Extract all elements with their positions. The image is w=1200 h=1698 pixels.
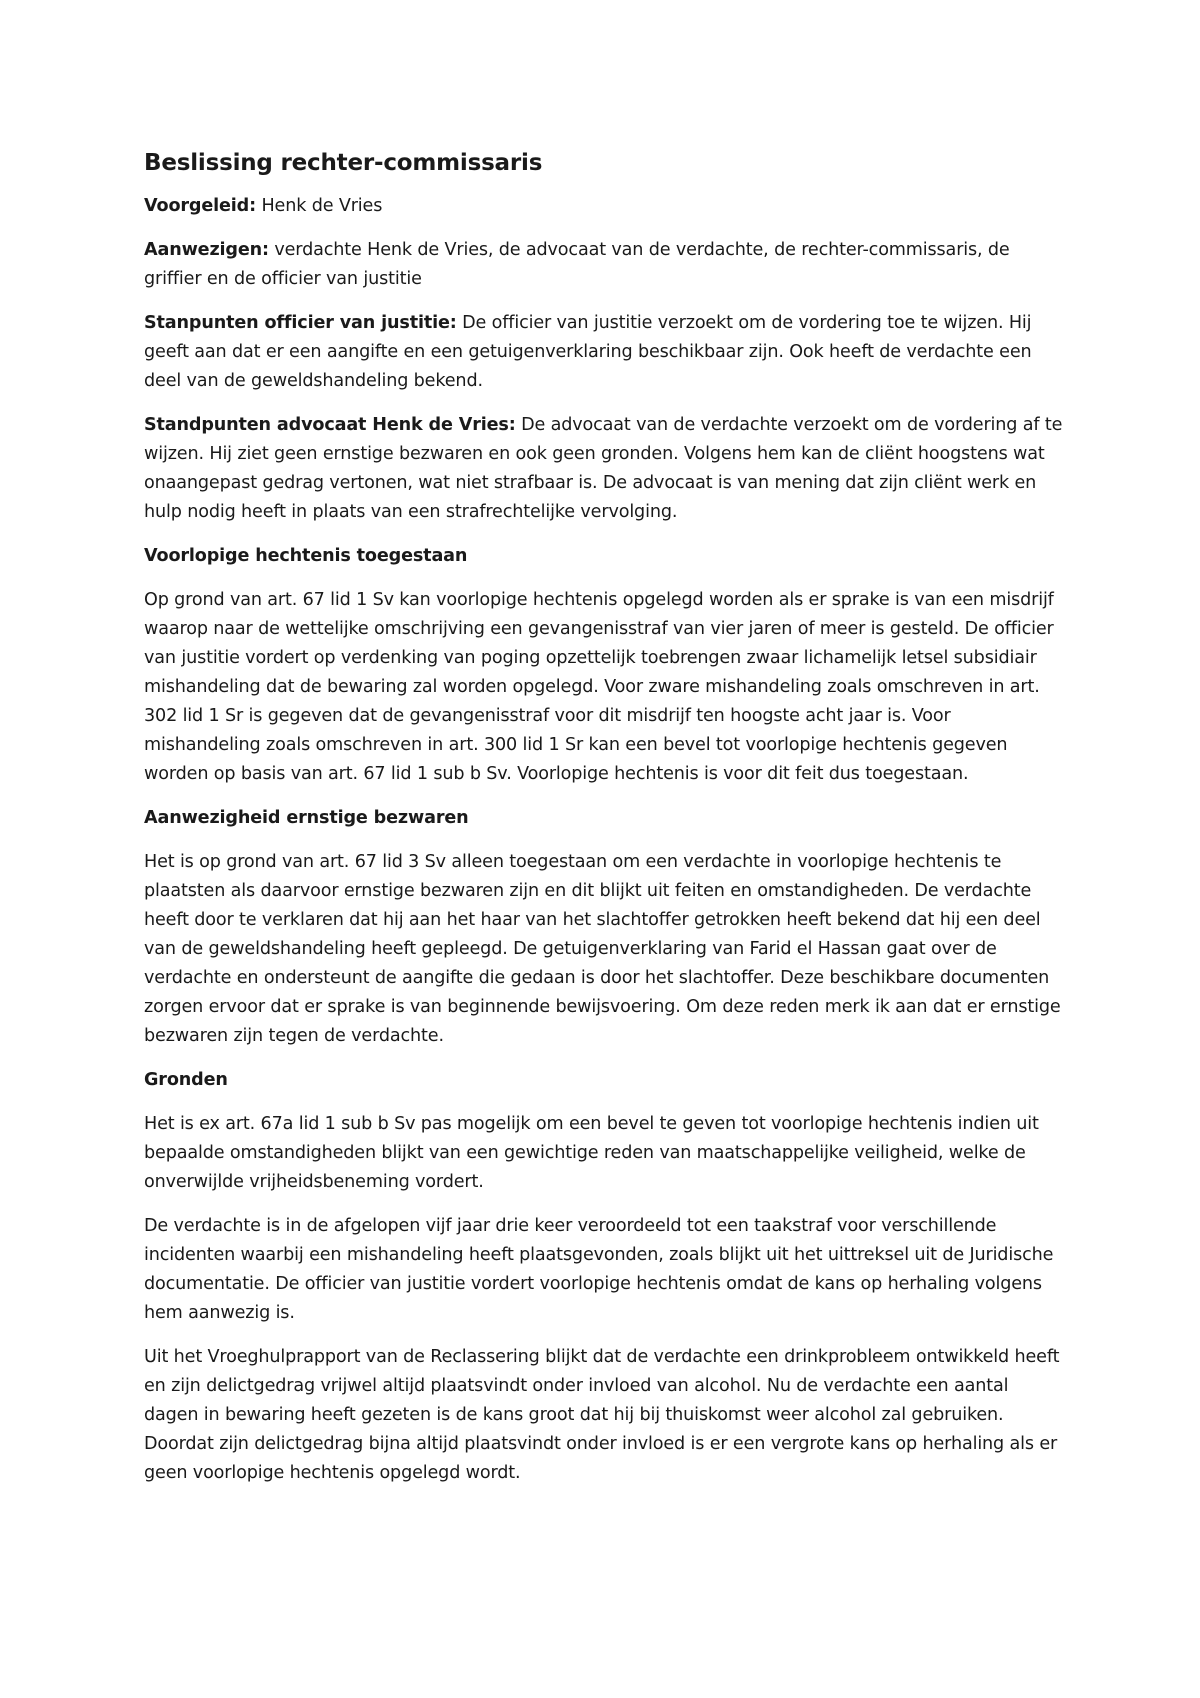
voorgeleid-paragraph: [144, 192, 1066, 221]
section-heading-ernstige-bezwaren: Aanwezigheid ernstige bezwaren: [144, 808, 469, 828]
voorgeleid-text: Henk de Vries: [256, 196, 383, 216]
standpunten-advocaat-text: De advocaat van de verdachte verzoekt om de vordering af te wijzen. Hij ziet geen ernstige bezwaren en ook geen gronden. Volgens hem kan de cliënt hoogstens wat onaangepast gedrag vertonen, wat niet strafbaar is. De advocaat is van mening dat zijn cliënt werk en hulp nodig heeft in plaats van een strafrechtelijke vervolging.: [144, 415, 1063, 522]
document-title: Beslissing rechter-commissaris: [144, 150, 543, 176]
voorgeleid-label: Voorgeleid:: [144, 196, 257, 216]
aanwezigen-text: verdachte Henk de Vries, de advocaat van de verdachte, de rechter-commissaris, de griffier en de officier van justitie: [144, 240, 1010, 289]
section-paragraph: Op grond van art. 67 lid 1 Sv kan voorlopige hechtenis opgelegd worden als er sprake is van een misdrijf waarop naar de wettelijke omschrijving een gevangenisstraf van vier jaren of meer is gesteld. De officier van justitie vordert op verdenking van poging opzettelijk toebrengen zwaar lichamelijk letsel subsidiair mishandeling dat de bewaring zal worden opgelegd. Voor zware mishandeling zoals omschreven in art. 302 lid 1 Sr is gegeven dat de gevangenisstraf voor dit misdrijf ten hoogste acht jaar is. Voor mishandeling zoals omschreven in art. 300 lid 1 Sr kan een bevel tot voorlopige hechtenis gegeven worden op basis van art. 67 lid 1 sub b Sv. Voorlopige hechtenis is voor dit feit dus toegestaan.: [144, 590, 1054, 784]
aanwezigen-label: Aanwezigen:: [144, 240, 269, 260]
standpunten-ovj-paragraph: [144, 309, 1066, 396]
section-paragraph: Het is op grond van art. 67 lid 3 Sv alleen toegestaan om een verdachte in voorlopige hechtenis te plaatsten als daarvoor ernstige bezwaren zijn en dit blijkt uit feiten en omstandigheden. De verdachte heeft door te verklaren dat hij aan het haar van het slachtoffer getrokken heeft bekend dat hij een deel van de geweldshandeling heeft gepleegd. De getuigenverklaring van Farid el Hassan gaat over de verdachte en ondersteunt de aangifte die gedaan is door het slachtoffer. Deze beschikbare documenten zorgen ervoor dat er sprake is van beginnende bewijsvoering. Om deze reden merk ik aan dat er ernstige bezwaren zijn tegen de verdachte.: [144, 852, 1061, 1046]
standpunten-advocaat-label: Standpunten advocaat Henk de Vries:: [144, 415, 516, 435]
section-paragraph: De verdachte is in de afgelopen vijf jaar drie keer veroordeeld tot een taakstraf voor verschillende incidenten waarbij een mishandeling heeft plaatsgevonden, zoals blijkt uit het uittreksel uit de Juridische documentatie. De officier van justitie vordert voorlopige hechtenis omdat de kans op herhaling volgens hem aanwezig is.: [144, 1216, 1054, 1323]
standpunten-ovj-text: De officier van justitie verzoekt om de vordering toe te wijzen. Hij geeft aan dat er een aangifte en een getuigenverklaring beschikbaar zijn. Ook heeft de verdachte een deel van de geweldshandeling bekend.: [144, 313, 1032, 391]
aanwezigen-paragraph: [144, 236, 1066, 294]
document-page: [144, 142, 1066, 1503]
section-paragraph: Uit het Vroeghulprapport van de Reclassering blijkt dat de verdachte een drinkprobleem ontwikkeld heeft en zijn delictgedrag vrijwel altijd plaatsvindt onder invloed van alcohol. Nu de verdachte een aantal dagen in bewaring heeft gezeten is de kans groot dat hij bij thuiskomst weer alcohol zal gebruiken. Doordat zijn delictgedrag bijna altijd plaatsvindt onder invloed is er een vergrote kans op herhaling als er geen voorlopige hechtenis opgelegd wordt.: [144, 1347, 1060, 1483]
section-paragraph: Het is ex art. 67a lid 1 sub b Sv pas mogelijk om een bevel te geven tot voorlopige hechtenis indien uit bepaalde omstandigheden blijkt van een gewichtige reden van maatschappelijke veiligheid, welke de onverwijlde vrijheidsbeneming vordert.: [144, 1114, 1039, 1192]
standpunten-advocaat-paragraph: [144, 411, 1066, 527]
section-heading-voorlopige-hechtenis: Voorlopige hechtenis toegestaan: [144, 546, 468, 566]
section-heading-gronden: Gronden: [144, 1070, 228, 1090]
standpunten-ovj-label: Stanpunten officier van justitie:: [144, 313, 457, 333]
